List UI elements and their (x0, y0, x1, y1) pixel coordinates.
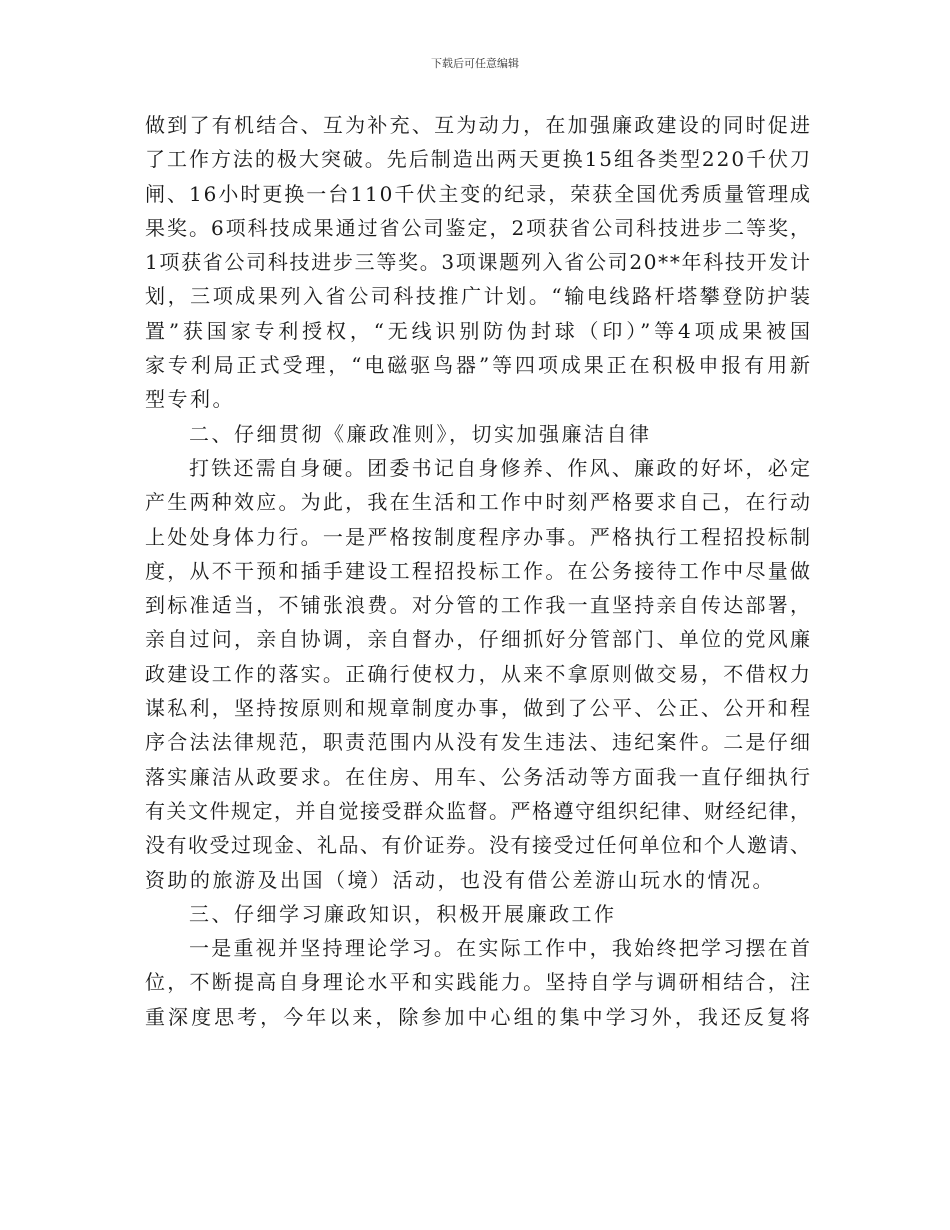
text-line: 上处处身体力行。一是严格按制度程序办事。严格执行工程招投标制 (145, 524, 813, 549)
text-line: 到标准适当，不铺张浪费。对分管的工作我一直坚持亲自传达部署， (145, 593, 813, 618)
text-line: 三、仔细学习廉政知识，积极开展廉政工作 (189, 901, 617, 926)
text-line: 做到了有机结合、互为补充、互为动力，在加强廉政建设的同时促进 (145, 113, 813, 137)
text-line: 一是重视并坚持理论学习。在实际工作中，我始终把学习摆在首 (189, 936, 813, 961)
text-line: 没有收受过现金、礼品、有价证券。没有接受过任何单位和个人邀请、 (145, 833, 812, 858)
text-line: 产生两种效应。为此，我在生活和工作中时刻严格要求自己，在行动 (145, 490, 813, 515)
text-line: 亲自过问，亲自协调，亲自督办，仔细抓好分管部门、单位的党风廉 (145, 627, 813, 652)
text-line: 政建设工作的落实。正确行使权力，从来不拿原则做交易，不借权力 (145, 661, 813, 686)
page-header: 下载后可任意编辑 (431, 57, 519, 70)
text-line: 二、仔细贯彻《廉政准则》，切实加强廉洁自律 (189, 421, 652, 446)
document-body (145, 108, 814, 1034)
text-line: 1项获省公司科技进步三等奖。3项课题列入省公司20**年科技开发计 (145, 250, 812, 275)
text-line: 落实廉洁从政要求。在住房、用车、公务活动等方面我一直仔细执行 (145, 764, 813, 789)
text-line: 打铁还需自身硬。团委书记自身修养、作风、廉政的好坏，必定 (189, 455, 813, 480)
text-line: 果奖。6项科技成果通过省公司鉴定，2项获省公司科技进步二等奖， (145, 215, 812, 240)
text-line: 度，从不干预和插手建设工程招投标工作。在公务接待工作中尽量做 (145, 558, 813, 583)
text-line: 序合法法律规范，职责范围内从没有发生违法、违纪案件。二是仔细 (145, 730, 813, 755)
text-line: 资助的旅游及出国（境）活动，也没有借公差游山玩水的情况。 (145, 867, 775, 892)
text-line: 了工作方法的极大突破。先后制造出两天更换15组各类型220千伏刀 (145, 147, 812, 172)
text-line: 闸、16小时更换一台110千伏主变的纪录，荣获全国优秀质量管理成 (145, 181, 812, 206)
text-line: 置”获国家专利授权，“无线识别防伪封球（印）”等4项成果被国 (145, 318, 814, 343)
text-line: 家专利局正式受理，“电磁驱鸟器”等四项成果正在积极申报有用新 (145, 353, 813, 378)
text-line: 谋私利，坚持按原则和规章制度办事，做到了公平、公正、公开和程 (145, 696, 813, 721)
text-line: 型专利。 (145, 387, 235, 412)
text-line: 划，三项成果列入省公司科技推广计划。“输电线路杆塔攀登防护装 (145, 284, 813, 309)
text-line: 重深度思考，今年以来，除参加中心组的集中学习外，我还反复将 (145, 1004, 814, 1029)
text-line: 位，不断提高自身理论水平和实践能力。坚持自学与调研相结合，注 (145, 970, 813, 995)
text-line: 有关文件规定，并自觉接受群众监督。严格遵守组织纪律、财经纪律， (145, 798, 812, 823)
